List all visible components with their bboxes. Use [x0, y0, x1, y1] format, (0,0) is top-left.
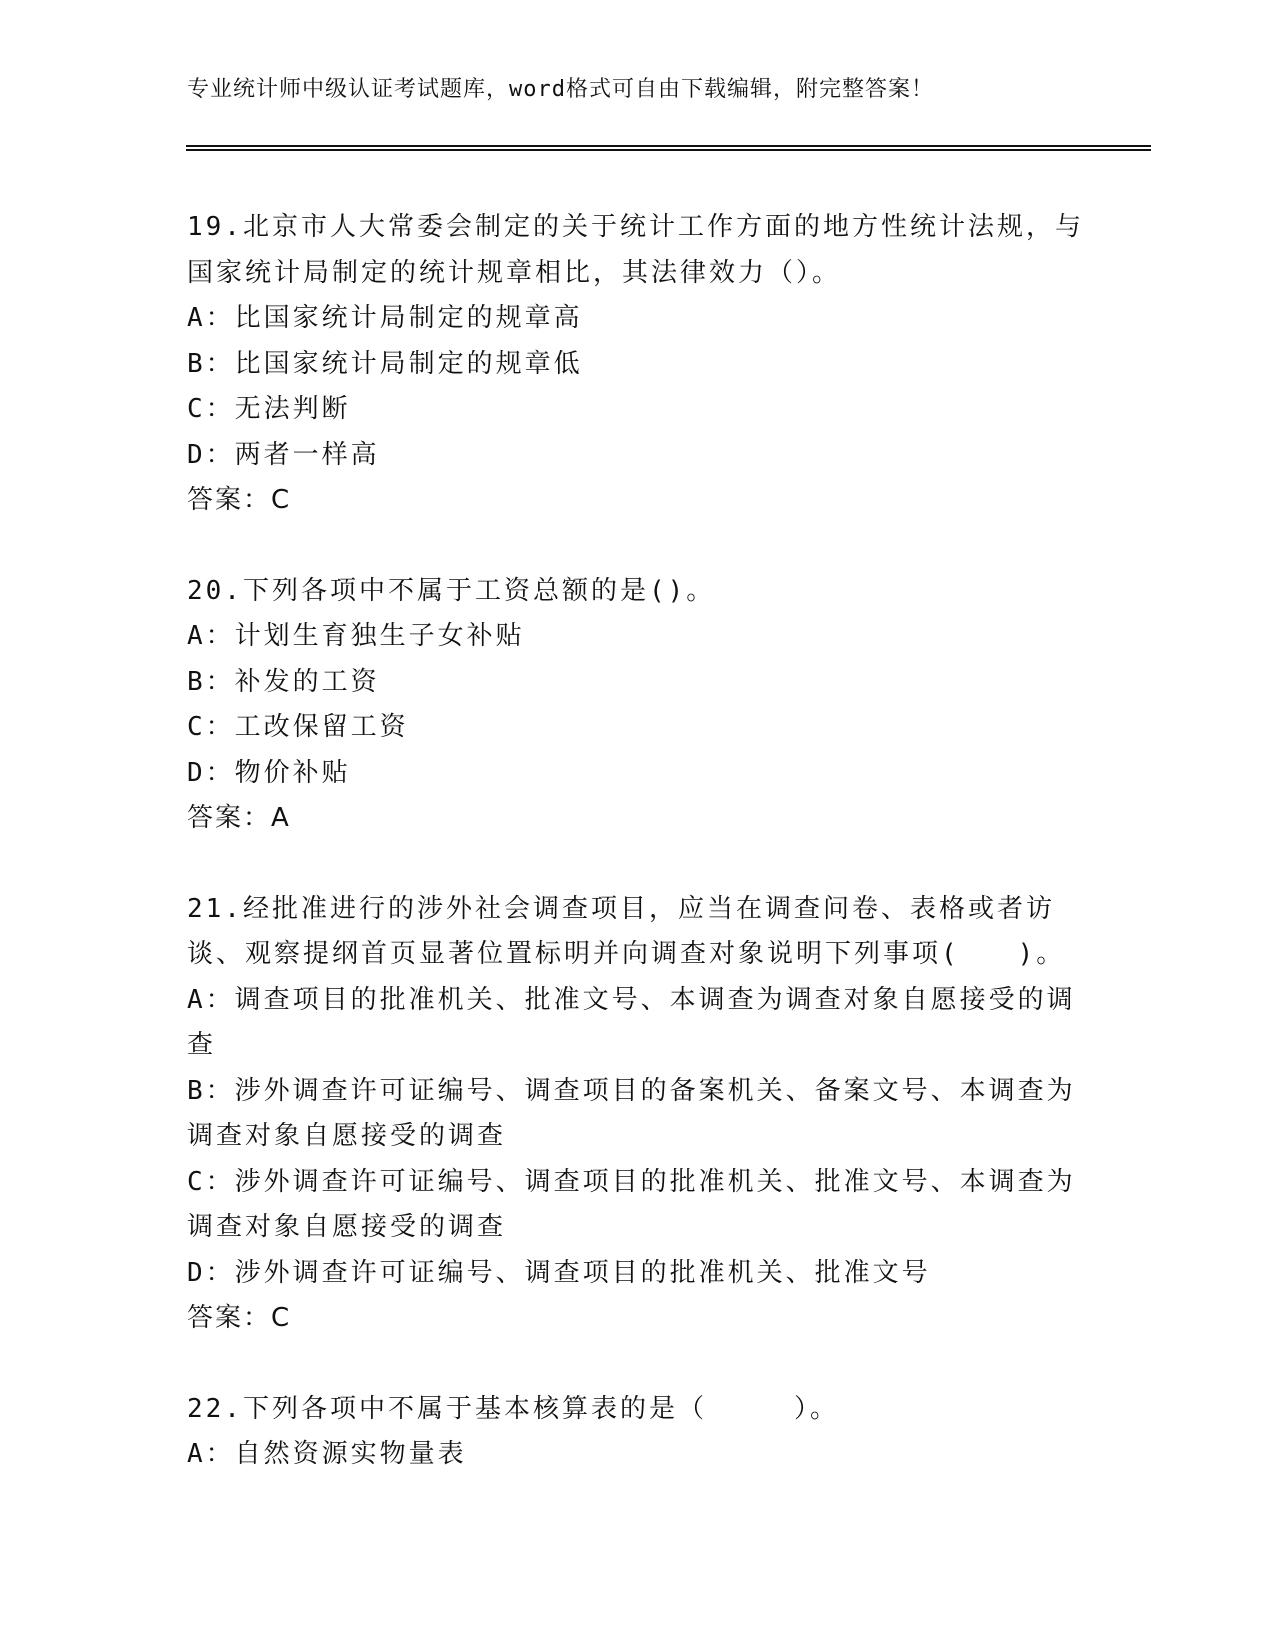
answer-line: 答案：C: [187, 1303, 292, 1333]
option-d: D：涉外调查许可证编号、调查项目的批准机关、批准文号: [187, 1257, 931, 1288]
option-c: C：涉外调查许可证编号、调查项目的批准机关、批准文号、本调查为调查对象自愿接受的调查: [187, 1166, 1076, 1242]
answer-line: 答案：C: [187, 485, 292, 515]
option-a: A：调查项目的批准机关、批准文号、本调查为调查对象自愿接受的调查: [187, 984, 1076, 1060]
question-stem: 20.下列各项中不属于工资总额的是()。: [187, 575, 716, 606]
option-a: A：计划生育独生子女补贴: [187, 621, 525, 651]
question-22: [187, 1387, 1087, 1478]
option-d: D：两者一样高: [187, 439, 380, 470]
option-a: A：比国家统计局制定的规章高: [187, 303, 583, 333]
question-stem: 21.经批准进行的涉外社会调查项目，应当在调查问卷、表格或者访谈、观察提纲首页显著位置标明并向调查对象说明下列事项( )。: [187, 893, 1066, 969]
question-20: [187, 569, 1087, 842]
option-c: C：工改保留工资: [187, 712, 409, 742]
question-stem: 19.北京市人大常委会制定的关于统计工作方面的地方性统计法规，与国家统计局制定的统计规章相比，其法律效力（）。: [187, 212, 1084, 288]
option-a: A：自然资源实物量表: [187, 1439, 467, 1469]
document-header: 专业统计师中级认证考试题库，word格式可自由下载编辑，附完整答案！: [187, 77, 934, 102]
option-b: B：补发的工资: [187, 666, 380, 697]
option-c: C：无法判断: [187, 394, 351, 424]
option-b: B：涉外调查许可证编号、调查项目的备案机关、备案文号、本调查为调查对象自愿接受的调查: [187, 1075, 1076, 1151]
question-stem: 22.下列各项中不属于基本核算表的是（ ）。: [187, 1393, 839, 1424]
question-19: [187, 205, 1087, 524]
option-d: D：物价补贴: [187, 757, 351, 788]
answer-line: 答案：A: [187, 803, 291, 833]
question-21: [187, 887, 1087, 1342]
option-b: B：比国家统计局制定的规章低: [187, 348, 583, 379]
header-divider: [186, 145, 1151, 151]
question-list: [187, 205, 1087, 1523]
